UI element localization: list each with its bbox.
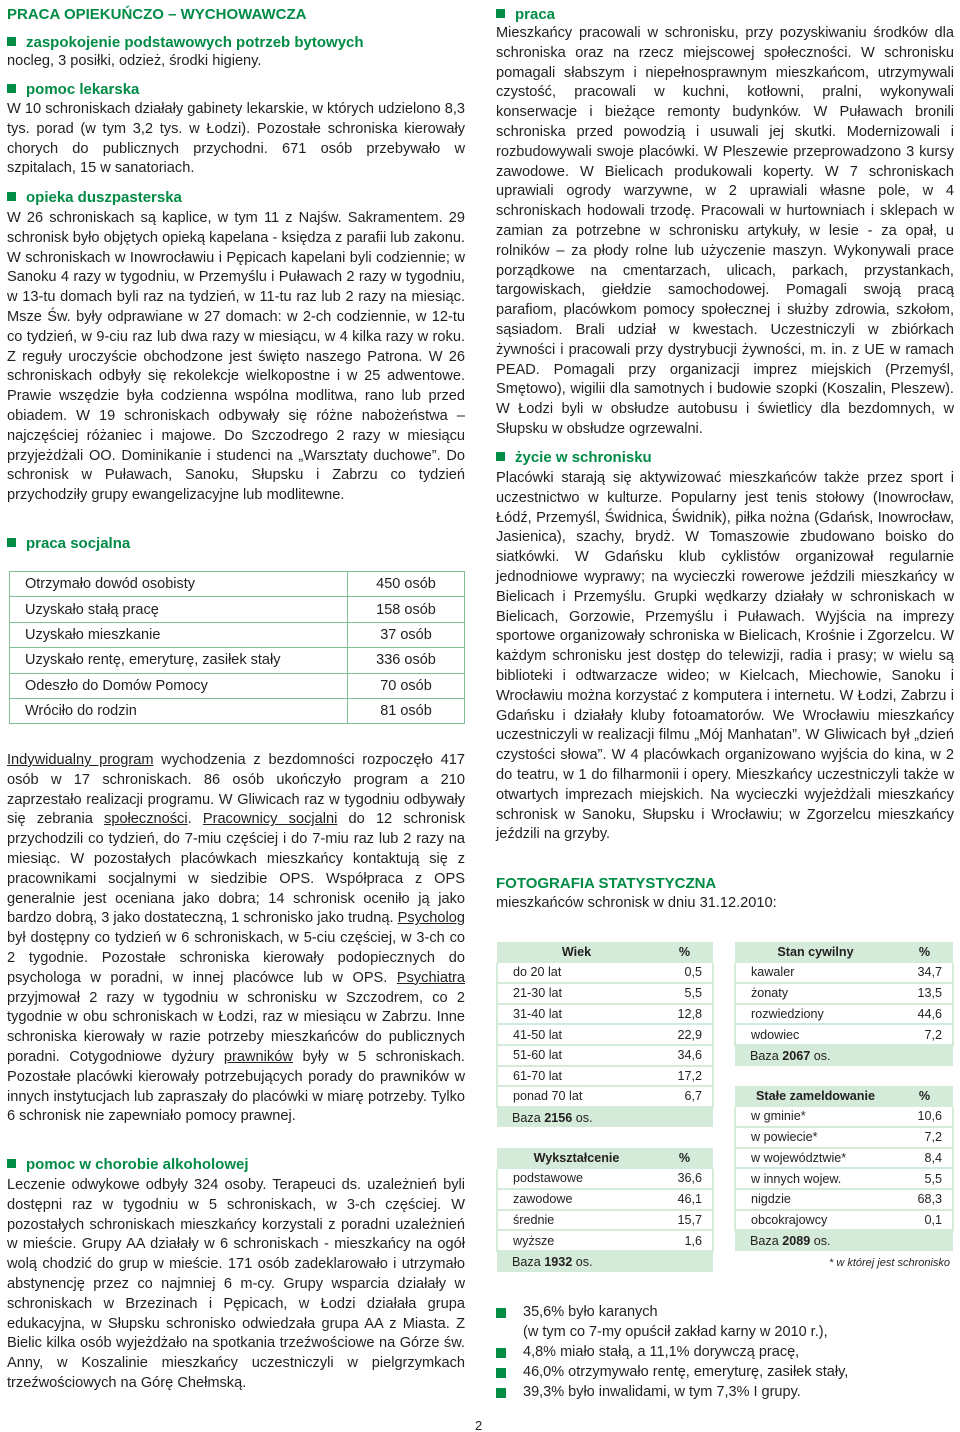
- table-row: [10, 597, 465, 622]
- table-base-row: [735, 1230, 953, 1251]
- table-row: [735, 1127, 953, 1148]
- row-label: w innych wojew.: [735, 1168, 891, 1189]
- row-label: ponad 70 lat: [497, 1086, 651, 1107]
- row-label: podstawowe: [497, 1169, 651, 1190]
- table-base-row: [735, 1045, 953, 1066]
- registration-table: [734, 1086, 954, 1251]
- table-row: [497, 1045, 713, 1066]
- base-empty-cell: [651, 1107, 713, 1128]
- table-header: [497, 942, 713, 963]
- row-value: 34,7: [891, 963, 953, 984]
- row-value: 12,8: [651, 1004, 713, 1025]
- row-value: 8,4: [891, 1148, 953, 1169]
- text-life: Placówki starają się aktywizować mieszkańców także przez sport i uczestnictwo w kulturze. Popularny jest tenis stołowy (Inowrocław, Łódź, Przemyśl, Świdnica, Świdnik), piłka nożna (Gdańsk, Inowrocław, Jasienica), szachy, brydż. W Tomaszowie zbudowano boisko do siatkówki. W Gdańsku klub cyklistów organizował regularnie jednodniowe wyprawy; na wycieczki rowerowe jeździli mieszkańcy w Bielicach i Przemyślu. Grupki wędkarzy działały w schroniskach w Bielicach, Gorzowie, Przemyślu i Puławach. Wyjścia na imprezy sportowe organizowały schroniska w Bielicach, Krośnie i Zgorzelcu. W każdym schronisku jest dostęp do telewizji, radia i prasy; w wielu są biblioteki i odtwarzacze wideo; w Kielcach, Miechowie, Sanoku i Wrocławiu można korzystać z komputera i internetu. W Łodzi, Zabrzu i Gdańsku i działały kluby fotoamatorów. We Wrocławiu mieszkańcy uczestniczyli w realizacji filmu „Mój Manhatan”. W Gliwicach był „dzień czystości słowa”. W 4 placówkach organizowano wyjścia do kina, w 2 do teatru, w 1 do filharmonii i opery. Mieszkańcy uczestniczyli także w otwartych imprezach miejskich. Na wycieczki wyjeżdżali mieszkańcy schronisk w Sanoku, Słupsku i Wrocławiu; w Zgorzelcu mieszkańcy jeździli na grzyby.: [496, 470, 954, 843]
- row-label: zawodowe: [497, 1189, 651, 1210]
- row-value: 10,6: [891, 1107, 953, 1128]
- text-pastoral: W 26 schroniskach są kaplice, w tym 11 z Najśw. Sakramentem. 29 schronisk było objętych opieką kapelana - księdza z parafii lub zakonu. W schroniskach w Inowrocławiu i Pępicach kapelani byli codziennie; w Sanoku 4 razy w tygodniu, w Przemyślu i Puławach 2 razy w tygodniu, w 13-tu domach byli raz na tydzień, w 11-tu raz lub 2 razy na miesiąc. Msze Św. były odprawiane w 27 domach: w 2-ch codziennie, w 12-tu co tydzień, w 9-ciu raz lub dwa razy w miesiącu, w 4 kilka razy w roku. Z reguły uroczyście obchodzone jest święto naszego Patrona. W 26 schroniskach odbyły się rekolekcje wielkopostne i w 25 adwentowe. Prawie wszędzie była codzienna wspólna modlitwa, rano lub przed obiadem. W 19 schroniskach odbywały się różne nabożeństwa – najczęściej różaniec i majowe. Do Szczodrego 2 razy w miesiącu przyjeżdżali OO. Dominikanie i studenci na „Warsztaty duchowe”. Do schronisk w Puławach, Sanoku, Słupsku i Zabrzu co tydzień przychodziły grupy ewangelizacyjne lub modlitewne.: [7, 210, 465, 504]
- row-label: 51-60 lat: [497, 1045, 651, 1066]
- table-row: [497, 1169, 713, 1190]
- row-value: 17,2: [651, 1066, 713, 1087]
- table-row: [497, 1086, 713, 1107]
- row-value: 1,6: [651, 1230, 713, 1251]
- row-label: średnie: [497, 1210, 651, 1231]
- heading-work: praca: [496, 6, 555, 23]
- table-row: [497, 1230, 713, 1251]
- table-row: [10, 673, 465, 698]
- row-label: wdowiec: [735, 1024, 891, 1045]
- header-cell: %: [651, 1148, 713, 1169]
- heading-life: życie w schronisku: [496, 449, 652, 466]
- row-label: w powiecie*: [735, 1127, 891, 1148]
- row-value: 15,7: [651, 1210, 713, 1231]
- page-number: 2: [475, 1418, 483, 1432]
- table-base-row: [497, 1107, 713, 1128]
- list-item: 35,6% było karanych: [496, 1302, 954, 1322]
- row-label: 41-50 lat: [497, 1024, 651, 1045]
- row-label: Uzyskało mieszkanie: [10, 622, 348, 647]
- square-bullet-icon: [496, 1368, 506, 1378]
- table-row: [735, 983, 953, 1004]
- row-label: rozwiedziony: [735, 1004, 891, 1025]
- table-base-row: [497, 1251, 713, 1272]
- base-empty-cell: [891, 1230, 953, 1251]
- heading-social-work: praca socjalna: [7, 535, 130, 552]
- base-cell: Baza 2089 os.: [735, 1230, 891, 1251]
- underlined-term: Pracownicy socjalni: [202, 811, 338, 828]
- row-value: 0,1: [891, 1210, 953, 1231]
- row-label: w gminie*: [735, 1107, 891, 1128]
- row-value: 6,7: [651, 1086, 713, 1107]
- square-bullet-icon: [7, 192, 16, 201]
- base-cell: Baza 2156 os.: [497, 1107, 651, 1128]
- header-cell: Stan cywilny: [735, 942, 891, 963]
- square-bullet-icon: [7, 1159, 16, 1168]
- table-row: [735, 1107, 953, 1128]
- header-cell: Stałe zameldowanie: [735, 1086, 891, 1107]
- row-value: 450 osób: [348, 572, 465, 597]
- square-bullet-icon: [496, 1388, 506, 1398]
- row-value: 7,2: [891, 1127, 953, 1148]
- table-row: [735, 1210, 953, 1231]
- table-row: [10, 572, 465, 597]
- row-value: 7,2: [891, 1024, 953, 1045]
- text-medical: W 10 schroniskach działały gabinety lekarskie, w których udzielono 8,3 tys. porad (w tym 3,2 tys. w Łodzi). Pozostałe schroniska kierowały chorych do publicznych przychodni. 671 osób przebywało w szpitalach, 15 w sanatoriach.: [7, 101, 465, 177]
- table-row: [497, 963, 713, 984]
- row-value: 0,5: [651, 963, 713, 984]
- text-work: Mieszkańcy pracowali w schronisku, przy pozyskiwaniu środków dla schroniska oraz na rzecz miejscowej społeczności. W schronisku pomagali słabszym i niepełnosprawnym mieszkańcom, utrzymywali czystość, pracowali w kuchni, kotłowni, pralni, wykonywali konserwacje i bieżące remonty budynków. W Puławach bronili schroniska przed powodzią i usuwali jej skutki. Modernizowali i rozbudowywali swoje placówki. W Pleszewie przeprowadzono 3 kursy zawodowe. W Bielicach produkowali koperty. W 7 schroniskach uprawiali ogrody warzywne, w 2 uprawiali własne pole, w 4 schroniskach hodowali trzodę. Pracowali w hurtowniach i sklepach w zamian za potrzebne w schronisku artykuły, w lesie - za opał, u rolników – za płody rolne lub użyczenie maszyn. Wykonywali prace porządkowe na cmentarzach, ulicach, parkach, przystankach, targowiskach, giełdzie samochodowej. Pomagali swoją pracą parafiom, placówkom pomocy społecznej i służby zdrowia, szkołom, sąsiadom. Brali udział w kwestach. Uczestniczyli w zbiórkach żywności i pracowali przy dystrybucji żywności, m. in. z UE w ramach PEAD. Pomagali przy organizacji imprez miejskich (Przemyśl, Smętowo), wigilii dla samotnych i budowie szopki (Koszalin, Pleszew). W Łodzi byli w obsłudze autobusu i świetlicy dla bezdomnych, w Słupsku w obsłudze ogrzewalni.: [496, 25, 954, 437]
- age-table: [496, 942, 714, 1127]
- table-header: [735, 942, 953, 963]
- header-cell: Wiek: [497, 942, 651, 963]
- row-label: 31-40 lat: [497, 1004, 651, 1025]
- square-bullet-icon: [7, 84, 16, 93]
- row-label: Wróciło do rodzin: [10, 698, 348, 723]
- list-item: 4,8% miało stałą, a 11,1% dorywczą pracę,: [496, 1342, 954, 1362]
- education-table: [496, 1148, 714, 1272]
- table-row: [10, 698, 465, 723]
- underlined-term: Psychiatra: [396, 969, 465, 986]
- row-value: 158 osób: [348, 597, 465, 622]
- row-label: Odeszło do Domów Pomocy: [10, 673, 348, 698]
- table-row: [735, 1004, 953, 1025]
- row-value: 68,3: [891, 1189, 953, 1210]
- table-row: [497, 983, 713, 1004]
- row-label: wyższe: [497, 1230, 651, 1251]
- list-item: 39,3% było inwalidami, w tym 7,3% I grupy.: [496, 1382, 954, 1402]
- base-cell: Baza 1932 os.: [497, 1251, 651, 1272]
- row-value: 37 osób: [348, 622, 465, 647]
- list-item-continuation: (w tym co 7-my opuścił zakład karny w 2010 r.),: [523, 1324, 828, 1340]
- header-cell: %: [891, 1086, 953, 1107]
- square-bullet-icon: [496, 1348, 506, 1358]
- table-row: [735, 963, 953, 984]
- square-bullet-icon: [496, 9, 505, 18]
- row-label: 61-70 lat: [497, 1066, 651, 1087]
- heading-pastoral: opieka duszpasterska: [7, 189, 182, 206]
- text-alcohol: Leczenie odwykowe odbyły 324 osoby. Terapeuci ds. uzależnień byli dostępni raz w tygodniu w 5 schroniskach, w 3-ch częściej. W pozostałych schroniskach mieszkańcy korzystali z poradni uzależnień w mieście. Grupy AA działały w 6 schroniskach - mieszkańcy na ogół wolą chodzić do grup w mieście. 171 osób zadeklarowało i utrzymało abstynencję przez co najmniej 6 m-cy. Grupy wsparcia działały w schroniskach w Brzezinach i Pępicach, w Łodzi działała grupa edukacyjna, w Słupsku schronisko odwiedzała grupa AA z Miasta. Z Bielic kilka osób wyjeżdżało na spotkania trzeźwościowe na Górze św. Anny, w Koszalinie mieszkańcy uczestniczyli w pielgrzymkach trzeźwościowych na Górę Chełmską.: [7, 1177, 465, 1391]
- table-row: [735, 1189, 953, 1210]
- row-label: Uzyskało rentę, emeryturę, zasiłek stały: [10, 648, 348, 673]
- row-label: Uzyskało stałą pracę: [10, 597, 348, 622]
- header-cell: Wykształcenie: [497, 1148, 651, 1169]
- square-bullet-icon: [496, 1308, 506, 1318]
- header-cell: %: [651, 942, 713, 963]
- row-value: 46,1: [651, 1189, 713, 1210]
- row-value: 34,6: [651, 1045, 713, 1066]
- row-label: 21-30 lat: [497, 983, 651, 1004]
- social-work-table: [9, 571, 465, 724]
- summary-bullets: [496, 1302, 954, 1402]
- underlined-term: prawników: [223, 1048, 293, 1065]
- row-value: 22,9: [651, 1024, 713, 1045]
- row-label: do 20 lat: [497, 963, 651, 984]
- photo-subtitle: mieszkańców schronisk w dniu 31.12.2010:: [496, 895, 777, 911]
- table-row: [10, 622, 465, 647]
- table-header: [497, 1148, 713, 1169]
- text-basic-needs: nocleg, 3 posiłki, odzież, środki higieny.: [7, 53, 262, 69]
- underlined-term: społeczności: [104, 811, 188, 828]
- square-bullet-icon: [496, 452, 505, 461]
- photo-title: FOTOGRAFIA STATYSTYCZNA: [496, 875, 717, 892]
- table-row: [735, 1148, 953, 1169]
- row-value: 44,6: [891, 1004, 953, 1025]
- row-value: 70 osób: [348, 673, 465, 698]
- text-social-work: Indywidualny program wychodzenia z bezdomności rozpoczęło 417 osób w 17 schroniskach. 86 osób ukończyło program a 210 zaprzestało realizacji programu. W Gliwicach raz w tygodniu odbywały się zebrania społeczności. Pracownicy socjalni do 12 schronisk przychodzili co tydzień, do 7-miu częściej i do 7-miu raz lub 2 razy na miesiąc. W pozostałych placówkach mieszkańcy kontaktują się z pracownikami socjalnymi w siedzibie OPS. Współpraca z OPS generalnie jest oceniana jako dobra; 14 schronisk oceniło ją jako bardzo dobrą, 3 jako dostateczną, 1 schronisko jako trudną. Psycholog był dostępny co tydzień w 6 schroniskach, w 5-ciu częściej, w 3-ch co 2 tygodnie. Pozostałe schroniska kierowały podopiecznych do psychologa w poradni, w innej placówce lub w OPS. Psychiatra przyjmował 2 razy w tygodniu w schronisku w Szczodrem, co 2 tygodnie w obu schroniskach w Łodzi, raz w miesiącu w Zabrzu. Inne schroniska kierowały w razie potrzeby mieszkańców do publicznych poradni. Cotygodniowe dyżury prawników były w 5 schroniskach. Pozostałe placówki kierowały potrzebujących porady do prawników w innych instytucjach lub zapraszały do placówki w miarę potrzeby. Tylko 6 schronisk nie zapewniało pomocy prawnej.: [7, 752, 466, 1125]
- table-row: [497, 1024, 713, 1045]
- table-row: [497, 1004, 713, 1025]
- base-empty-cell: [651, 1251, 713, 1272]
- square-bullet-icon: [7, 37, 16, 46]
- civil-status-table: [734, 942, 954, 1066]
- underlined-term: Indywidualny program: [7, 752, 154, 768]
- table-row: [497, 1189, 713, 1210]
- table-row: [735, 1024, 953, 1045]
- square-bullet-icon: [7, 538, 16, 547]
- row-value: 5,5: [891, 1168, 953, 1189]
- row-value: 5,5: [651, 983, 713, 1004]
- table-row: [735, 1168, 953, 1189]
- list-item: 46,0% otrzymywało rentę, emeryturę, zasiłek stały,: [496, 1362, 954, 1382]
- base-cell: Baza 2067 os.: [735, 1045, 891, 1066]
- row-value: 13,5: [891, 983, 953, 1004]
- table-header: [735, 1086, 953, 1107]
- underlined-term: Psycholog: [397, 910, 465, 927]
- row-value: 81 osób: [348, 698, 465, 723]
- row-label: żonaty: [735, 983, 891, 1004]
- footnote: * w której jest schronisko: [829, 1257, 951, 1269]
- base-empty-cell: [891, 1045, 953, 1066]
- row-label: obcokrajowcy: [735, 1210, 891, 1231]
- section-title: PRACA OPIEKUŃCZO – WYCHOWAWCZA: [7, 6, 307, 23]
- heading-alcohol: pomoc w chorobie alkoholowej: [7, 1156, 249, 1173]
- table-row: [497, 1210, 713, 1231]
- row-label: Otrzymało dowód osobisty: [10, 572, 348, 597]
- row-label: kawaler: [735, 963, 891, 984]
- row-value: 36,6: [651, 1169, 713, 1190]
- heading-basic-needs: zaspokojenie podstawowych potrzeb bytowych: [7, 34, 364, 51]
- header-cell: %: [891, 942, 953, 963]
- table-row: [497, 1066, 713, 1087]
- row-label: nigdzie: [735, 1189, 891, 1210]
- table-row: [10, 648, 465, 673]
- heading-medical: pomoc lekarska: [7, 81, 139, 98]
- row-label: w województwie*: [735, 1148, 891, 1169]
- row-value: 336 osób: [348, 648, 465, 673]
